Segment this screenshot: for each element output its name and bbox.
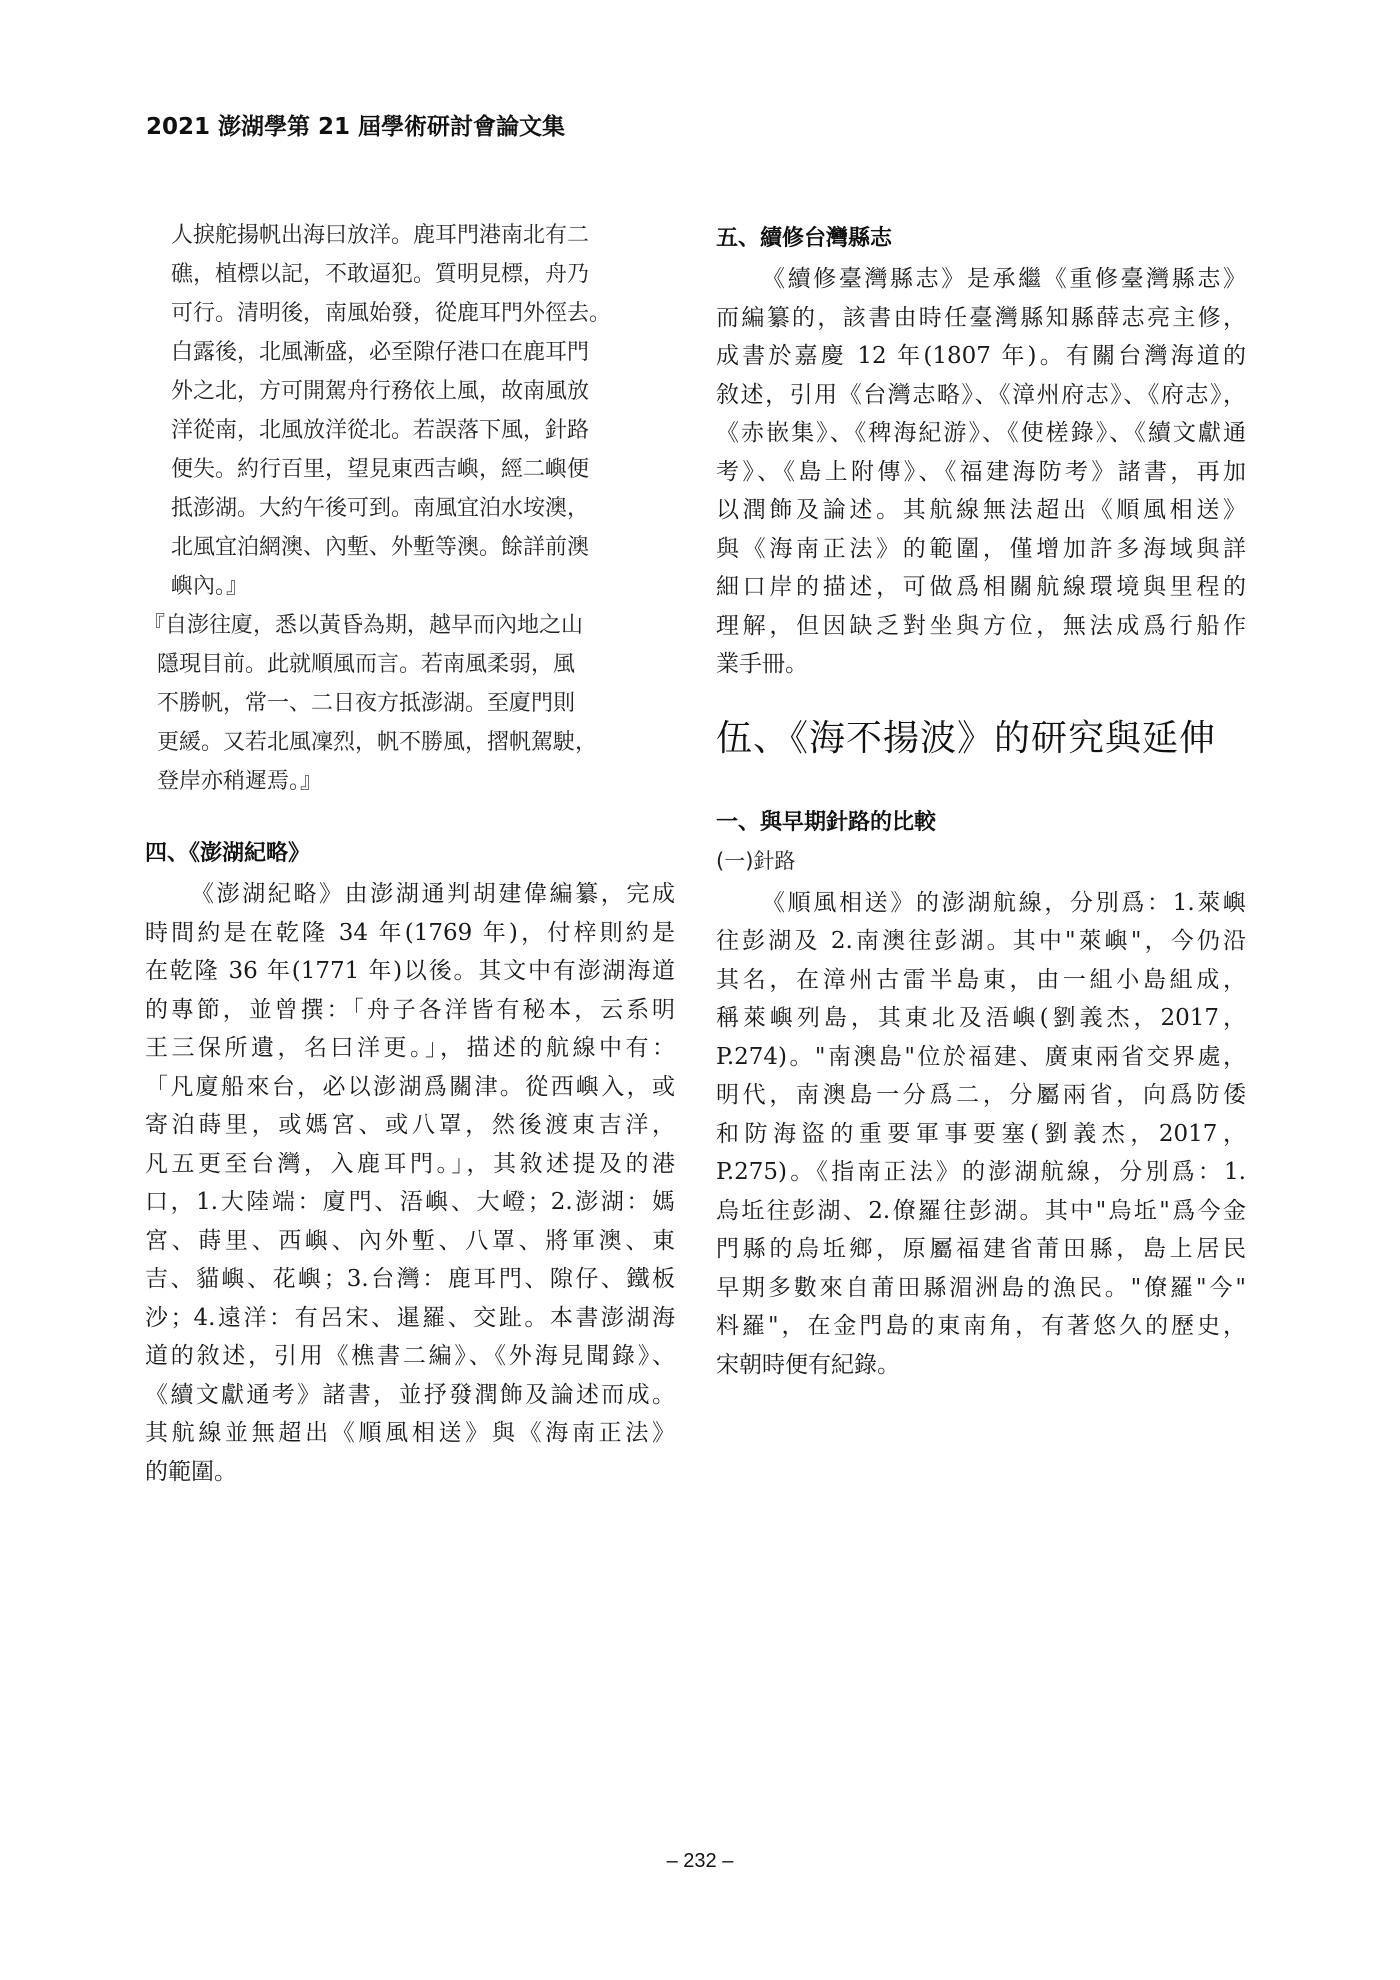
subsubsection-heading: (一)針路 [716, 848, 796, 873]
text-line: P.274)。"南澳島"位於福建、廣東兩省交界處， [716, 1043, 1246, 1070]
text-line: 料羅"，在金門島的東南角，有著悠久的歷史， [716, 1313, 1246, 1339]
text-line: 成書於嘉慶 12 年(1807 年)。有關台灣海道的 [716, 343, 1246, 369]
text-line: 「凡廈船來台，必以澎湖爲關津。從西嶼入，或 [145, 1073, 675, 1100]
text-line: 以潤飾及論述。其航線無法超出《順風相送》 [716, 497, 1246, 523]
quote-line: 人捩舵揚帆出海曰放洋。鹿耳門港南北有二 [171, 223, 590, 248]
text-line: 早期多數來自莆田縣湄洲島的漁民。"僚羅"今" [716, 1274, 1246, 1301]
text-line: 道的敘述，引用《樵書二編》、《外海見聞錄》、 [145, 1343, 675, 1369]
quote-line: 白露後，北風漸盛，必至隙仔港口在鹿耳門 [171, 340, 590, 365]
quote-line: 礁，植標以記，不敢逼犯。質明見標，舟乃 [171, 262, 590, 287]
quote-line: 洋從南，北風放洋從北。若誤落下風，針路 [171, 418, 590, 443]
text-line: 考》、《島上附傳》、《福建海防考》諸書，再加 [716, 458, 1246, 485]
section-heading-5: 五、續修台灣縣志 [716, 226, 893, 251]
quote-line: 隱現目前。此就順風而言。若南風柔弱，風 [157, 652, 576, 677]
quote-line: 可行。清明後，南風始發，從鹿耳門外徑去。 [171, 301, 612, 326]
text-line: 《續文獻通考》諸書，並抒發潤飾及論述而成。 [145, 1381, 675, 1408]
subsection-heading: 一、與早期針路的比較 [716, 809, 937, 835]
text-line: 《順風相送》的澎湖航線，分別爲：1.萊嶼 [762, 889, 1246, 916]
quote-line: 不勝帆，常一、二日夜方抵澎湖。至廈門則 [157, 691, 576, 716]
left-column [145, 216, 675, 1491]
quote-block-1 [145, 216, 675, 606]
text-line: 吉、貓嶼、花嶼；3.台灣：鹿耳門、隙仔、鐵板 [145, 1266, 675, 1292]
text-line: 王三保所遺，名曰洋更。」，描述的航線中有： [145, 1035, 675, 1061]
text-line: 宋朝時便有紀錄。 [716, 1351, 900, 1378]
quote-line: 便失。約行百里，望見東西吉嶼，經二嶼便 [171, 457, 590, 482]
text-line: 時間約是在乾隆 34 年(1769 年)，付梓則約是 [145, 919, 675, 946]
text-line: P.275)。《指南正法》的澎湖航線，分別爲：1. [716, 1159, 1246, 1185]
text-line: 其航線並無超出《順風相送》與《海南正法》 [145, 1420, 675, 1446]
text-line: 凡五更至台灣，入鹿耳門。」，其敘述提及的港 [145, 1150, 675, 1177]
text-line: 和防海盜的重要軍事要塞(劉義杰，2017， [716, 1120, 1246, 1147]
text-line: 而編纂的，該書由時任臺灣縣知縣薛志亮主修， [716, 304, 1246, 331]
text-line: 《澎湖紀略》由澎湖通判胡建偉編纂，完成 [191, 881, 675, 907]
text-line: 宮、蒔里、西嶼、內外塹、八罩、將軍澳、東 [145, 1227, 675, 1254]
quote-line: 外之北，方可開駕舟行務依上風，故南風放 [171, 379, 590, 404]
section-4-paragraph [145, 875, 675, 1491]
section-5-paragraph [716, 260, 1246, 684]
quote-block-2 [145, 606, 675, 801]
text-line: 往彭湖及 2.南澳往彭湖。其中"萊嶼"，今仍沿 [716, 928, 1246, 954]
quote-line: 『自澎往廈，悉以黃昏為期，越早而內地之山 [143, 613, 584, 638]
text-line: 寄泊蒔里，或媽宮、或八罩，然後渡東吉洋， [145, 1112, 675, 1138]
quote-line: 更緩。又若北風凜烈，帆不勝風，摺帆駕駛， [157, 730, 598, 755]
quote-line: 嶼內。』 [171, 574, 249, 599]
subsection-paragraph [716, 884, 1246, 1385]
text-line: 明代，南澳島一分爲二，分屬兩省，向爲防倭 [716, 1082, 1246, 1108]
running-head: 2021 澎湖學第 21 屆學術研討會論文集 [146, 114, 566, 140]
text-line: 業手冊。 [716, 651, 808, 677]
text-line: 《赤嵌集》、《稗海紀游》、《使槎錄》、《續文獻通 [716, 420, 1246, 446]
quote-line: 抵澎湖。大約午後可到。南風宜泊水垵澳， [171, 496, 590, 521]
text-line: 口，1.大陸端：廈門、浯嶼、大嶝；2.澎湖：媽 [145, 1189, 675, 1215]
text-line: 的專節，並曾撰：「舟子各洋皆有秘本，云系明 [145, 996, 675, 1023]
quote-line: 登岸亦稍遲焉。』 [157, 769, 323, 794]
text-line: 稱萊嶼列島，其東北及浯嶼(劉義杰，2017， [716, 1005, 1246, 1031]
section-heading-4: 四、《澎湖紀略》 [145, 841, 311, 866]
text-line: 沙；4.遠洋：有呂宋、暹羅、交趾。本書澎湖海 [145, 1304, 675, 1331]
text-line: 敘述，引用《台灣志略》、《漳州府志》、《府志》， [716, 381, 1246, 408]
text-line: 《續修臺灣縣志》是承繼《重修臺灣縣志》 [762, 266, 1246, 292]
text-line: 烏坵往彭湖、2.僚羅往彭湖。其中"烏坵"爲今金 [716, 1197, 1246, 1224]
right-column [716, 216, 1246, 1384]
text-line: 與《海南正法》的範圍，僅增加許多海域與詳 [716, 535, 1246, 562]
text-line: 細口岸的描述，可做爲相關航線環境與里程的 [716, 574, 1246, 600]
quote-line: 北風宜泊網澳、內塹、外塹等澳。餘詳前澳 [171, 535, 590, 560]
text-line: 的範圍。 [145, 1458, 237, 1485]
text-line: 理解，但因缺乏對坐與方位，無法成爲行船作 [716, 612, 1246, 639]
page-number: – 232 – [666, 1850, 734, 1872]
text-line: 門縣的烏坵鄉，原屬福建省莆田縣，島上居民 [716, 1236, 1246, 1262]
text-line: 在乾隆 36 年(1771 年)以後。其文中有澎湖海道 [145, 958, 675, 984]
text-line: 其名，在漳州古雷半島東，由一組小島組成， [716, 966, 1246, 993]
chapter-heading: 伍、《海不揚波》的研究與延伸 [716, 717, 1217, 759]
